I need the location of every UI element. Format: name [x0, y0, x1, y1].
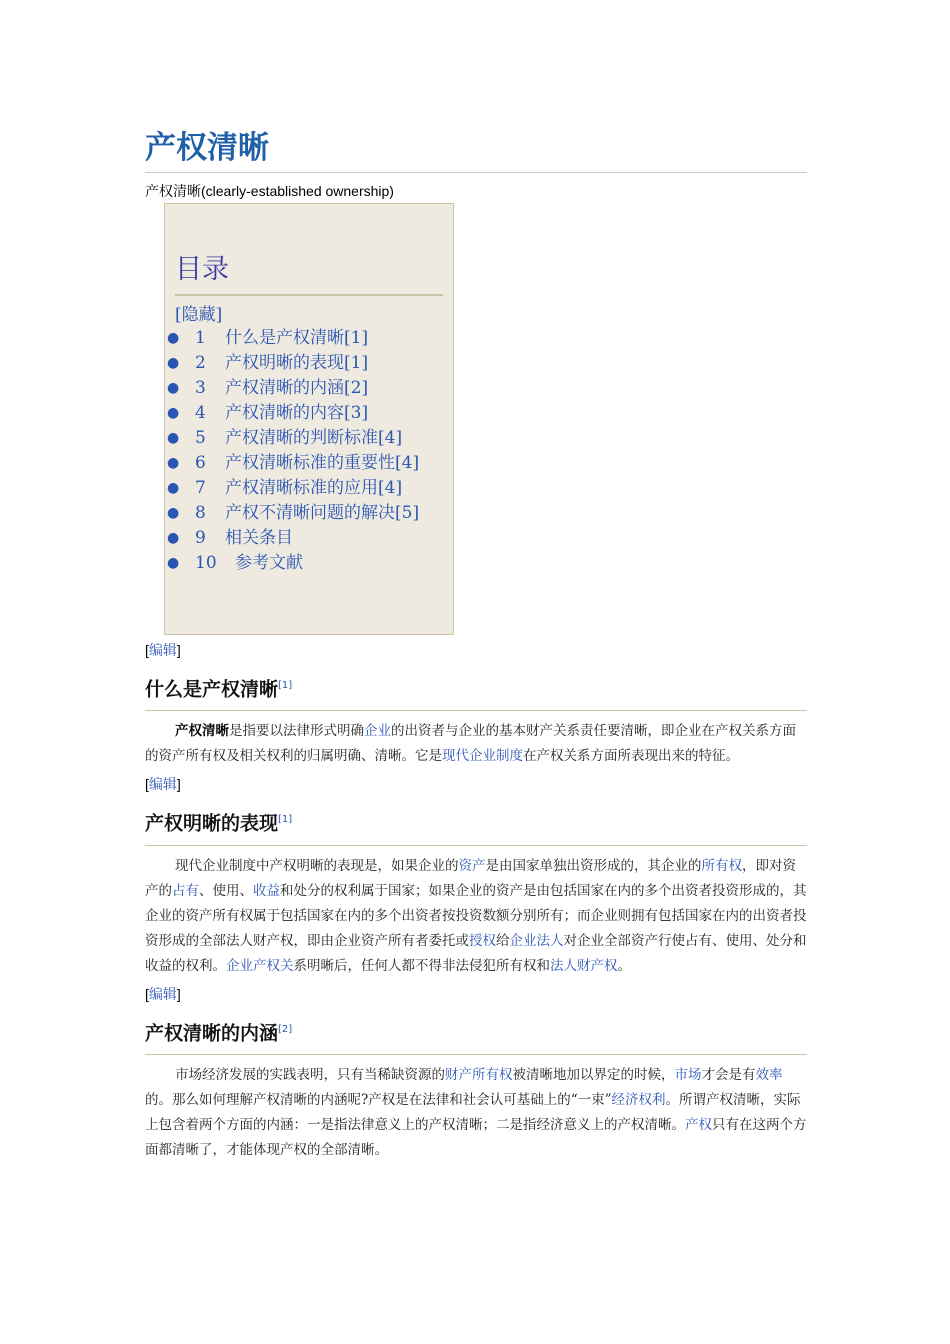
toc-item-9[interactable] — [167, 526, 443, 551]
toc-item-2[interactable] — [167, 351, 443, 376]
text-run: 和处分的权利属于国家；如果企业的资产是由包括国家在内的多个出资者投资形成的，其企业的资产所有权属于包括国家在内的多个出资者按投资数额分别所有；而企业则拥有包括国家在内的出资者投资形成的全部法人财产权，即由企业资产所有者委托或 — [145, 882, 807, 949]
text-run: 是由国家单独出资形成的，其企业的 — [485, 857, 702, 874]
toc-item-label: 产权清晰的内容[3] — [225, 403, 369, 423]
edit-bracket-open: [ — [145, 642, 149, 658]
section-heading — [145, 807, 807, 845]
inline-link[interactable]: 现代企业制度 — [442, 748, 523, 765]
edit-bracket-open: [ — [145, 985, 149, 1002]
text-run: 是指要以法律形式明确 — [229, 723, 364, 740]
toc-item-7[interactable] — [167, 476, 443, 501]
toc-item-label: 产权清晰的判断标准[4] — [225, 428, 403, 448]
bold-term: 产权清晰 — [175, 723, 229, 740]
toc-item-number: 9 — [195, 528, 206, 548]
toc-item-label: 产权不清晰问题的解决[5] — [225, 503, 420, 523]
toc-item-number: 2 — [195, 353, 206, 373]
inline-link[interactable]: 财产所有权 — [445, 1066, 513, 1083]
inline-link[interactable]: 占有 — [172, 882, 199, 899]
reference-link[interactable]: [1] — [278, 814, 293, 826]
text-run: 的。那么如何理解产权清晰的内涵呢?产权是在法律和社会认可基础上的“一束” — [145, 1091, 612, 1108]
text-run: 被清晰地加以界定的时候， — [512, 1066, 675, 1083]
section-heading-text: 什么是产权清晰 — [145, 678, 279, 701]
toc-item-4[interactable] — [167, 401, 443, 426]
sections-container — [145, 641, 807, 1163]
edit-bracket-close: ] — [176, 776, 181, 793]
text-run: 对企业全部资产行使占有、使用、处分和收益的权利。 — [145, 932, 807, 974]
text-run: 。所谓产权清晰，实际上包含着两个方面的内涵：一是指法律意义上的产权清晰；二是指经济意义上的产权清晰。 — [145, 1091, 801, 1133]
toc-item-number: 10 — [195, 553, 217, 573]
text-run: 、使用、 — [199, 882, 253, 899]
toc-item-number: 7 — [195, 478, 206, 498]
toc-item-label: 产权明晰的表现[1] — [225, 353, 369, 373]
edit-button[interactable]: 编辑 — [148, 642, 177, 658]
edit-bracket-close: ] — [176, 985, 181, 1002]
text-run: 只有在这两个方面都清晰了，才能体现产权的全部清晰。 — [145, 1116, 807, 1158]
inline-link[interactable]: 收益 — [253, 882, 280, 899]
toc-item-label: 产权清晰的内涵[2] — [225, 378, 369, 398]
page-title: 产权清晰 — [145, 128, 807, 173]
inline-link[interactable]: 市场 — [674, 1066, 702, 1083]
inline-link[interactable]: 企业 — [364, 723, 391, 740]
edit-link — [145, 985, 807, 1003]
reference-link[interactable]: [1] — [278, 680, 293, 691]
inline-link[interactable]: 资产 — [458, 857, 486, 874]
toc-item-8[interactable] — [167, 501, 443, 526]
toc-item-number: 8 — [195, 503, 206, 523]
toc-item-1[interactable] — [167, 326, 443, 351]
text-run: 给 — [496, 932, 510, 949]
section-paragraph — [145, 719, 807, 769]
inline-link[interactable]: 授权 — [469, 932, 496, 949]
bullet-icon: ● — [167, 555, 180, 571]
section-heading — [145, 1017, 807, 1055]
edit-link — [145, 641, 807, 659]
toc-item-10[interactable] — [167, 551, 443, 576]
section-heading-text: 产权明晰的表现 — [145, 812, 279, 835]
page-subtitle: 产权清晰(clearly-established ownership) — [145, 183, 394, 199]
toc-item-5[interactable] — [167, 426, 443, 451]
article — [145, 128, 807, 1163]
inline-link[interactable]: 经济权利 — [611, 1091, 666, 1108]
bullet-icon: ● — [167, 355, 180, 371]
toc-item-3[interactable] — [167, 376, 443, 401]
edit-button[interactable]: 编辑 — [148, 776, 177, 793]
text-run: 。 — [617, 957, 631, 974]
text-run: 的出资者与企业的基本财产关系责任要清晰，即企业在产权关系方面的资产所有权及相关权利的归属明确、清晰。它是 — [145, 723, 796, 765]
reference-link[interactable]: [2] — [278, 1023, 293, 1035]
section-paragraph — [145, 854, 807, 979]
edit-link — [145, 775, 807, 793]
inline-link[interactable]: 法人财产权 — [550, 957, 618, 974]
bullet-icon: ● — [167, 405, 180, 421]
toc-item-label: 产权清晰标准的应用[4] — [225, 478, 403, 498]
edit-button[interactable]: 编辑 — [148, 985, 177, 1002]
toc-item-number: 4 — [195, 403, 206, 423]
toc-item-6[interactable] — [167, 451, 443, 476]
inline-link[interactable]: 产权 — [685, 1116, 712, 1133]
inline-link[interactable]: 效率 — [755, 1066, 783, 1083]
bullet-icon: ● — [167, 380, 180, 396]
edit-bracket-open: [ — [145, 776, 149, 793]
toc-item-number: 5 — [195, 428, 206, 448]
section-paragraph — [145, 1063, 807, 1163]
text-run: 系明晰后，任何人都不得非法侵犯所有权和 — [293, 957, 550, 974]
text-run: 现代企业制度中产权明晰的表现是，如果企业的 — [175, 857, 459, 874]
table-of-contents — [164, 203, 454, 635]
bullet-icon: ● — [167, 430, 180, 446]
toc-item-number: 1 — [195, 328, 206, 348]
bullet-icon: ● — [167, 330, 180, 346]
bullet-icon: ● — [167, 505, 180, 521]
bullet-icon: ● — [167, 530, 180, 546]
bullet-icon: ● — [167, 480, 180, 496]
edit-bracket-close: ] — [176, 642, 181, 658]
toc-heading: 目录 — [175, 252, 443, 296]
text-run: ，即对资产的 — [145, 857, 796, 899]
inline-link[interactable]: 企业法人 — [509, 932, 564, 949]
toc-hide-toggle[interactable]: [隐藏] — [175, 305, 223, 325]
toc-list — [167, 326, 443, 576]
toc-item-label: 相关条目 — [225, 528, 293, 548]
section-heading-text: 产权清晰的内涵 — [145, 1021, 279, 1044]
toc-item-number: 6 — [195, 453, 206, 473]
section-heading — [145, 673, 807, 711]
inline-link[interactable]: 企业产权关 — [226, 957, 294, 974]
text-run: 市场经济发展的实践表明，只有当稀缺资源的 — [175, 1066, 445, 1083]
toc-item-number: 3 — [195, 378, 206, 398]
bullet-icon: ● — [167, 455, 180, 471]
text-run: 在产权关系方面所表现出来的特征。 — [523, 748, 739, 765]
toc-item-label: 什么是产权清晰[1] — [225, 328, 369, 348]
toc-item-label: 参考文献 — [235, 553, 303, 573]
text-run: 才会是有 — [701, 1066, 756, 1083]
inline-link[interactable]: 所有权 — [701, 857, 742, 874]
toc-item-label: 产权清晰标准的重要性[4] — [225, 453, 420, 473]
